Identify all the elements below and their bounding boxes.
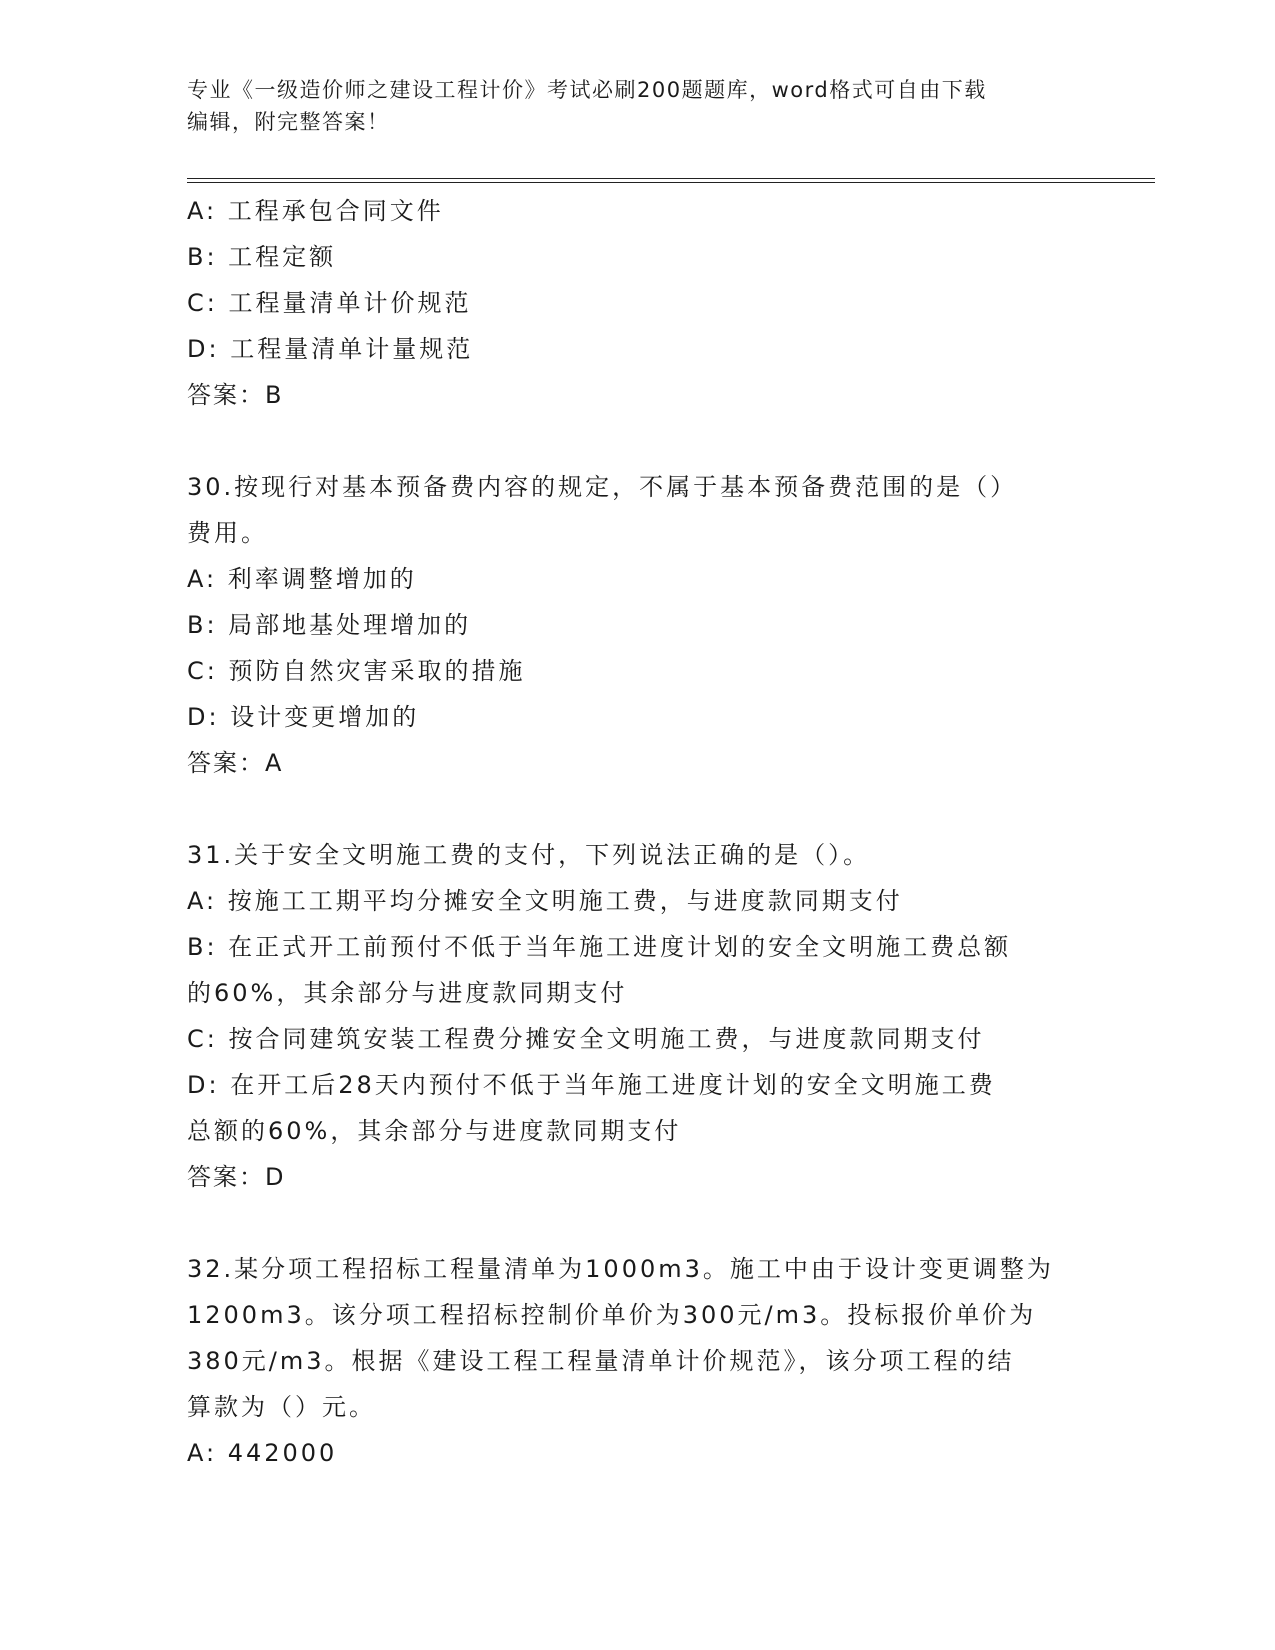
option-b: B: 工程定额 [187,243,337,271]
option-c: C: 预防自然灾害采取的措施 [187,657,526,685]
document-header [187,74,1087,138]
option-b-continued: 的60%，其余部分与进度款同期支付 [187,979,628,1007]
spacer [187,786,1097,832]
option-d: D: 设计变更增加的 [187,703,420,731]
question-32 [187,1246,1097,1476]
question-stem: 31.关于安全文明施工费的支付，下列说法正确的是（）。 [187,841,871,869]
header-divider-top [187,178,1155,179]
question-stem: 30.按现行对基本预备费内容的规定，不属于基本预备费范围的是（） [187,473,1018,501]
option-a: A: 工程承包合同文件 [187,197,444,225]
option-d: D: 在开工后28天内预付不低于当年施工进度计划的安全文明施工费 [187,1071,996,1099]
option-c: C: 按合同建筑安装工程费分摊安全文明施工费，与进度款同期支付 [187,1025,985,1053]
option-a: A: 442000 [187,1439,338,1467]
header-line-2: 编辑，附完整答案！ [187,110,390,134]
question-stem: 费用。 [187,519,268,547]
question-30 [187,464,1097,786]
option-d-continued: 总额的60%，其余部分与进度款同期支付 [187,1117,682,1145]
spacer [187,1200,1097,1246]
question-stem: 1200m3。该分项工程招标控制价单价为300元/m3。投标报价单价为 [187,1301,1037,1329]
question-stem: 32.某分项工程招标工程量清单为1000m3。施工中由于设计变更调整为 [187,1255,1054,1283]
option-a: A: 按施工工期平均分摊安全文明施工费，与进度款同期支付 [187,887,903,915]
option-a: A: 利率调整增加的 [187,565,417,593]
question-stem: 算款为（）元。 [187,1393,376,1421]
question-31 [187,832,1097,1200]
header-divider-bottom [187,182,1155,183]
answer: 答案：A [187,749,284,777]
option-c: C: 工程量清单计价规范 [187,289,472,317]
document-body [187,188,1097,1476]
answer: 答案：D [187,1163,286,1191]
spacer [187,418,1097,464]
option-d: D: 工程量清单计量规范 [187,335,474,363]
answer: 答案：B [187,381,284,409]
option-b: B: 在正式开工前预付不低于当年施工进度计划的安全文明施工费总额 [187,933,1012,961]
option-b: B: 局部地基处理增加的 [187,611,472,639]
question-stem: 380元/m3。根据《建设工程工程量清单计价规范》，该分项工程的结 [187,1347,1015,1375]
header-line-1: 专业《一级造价师之建设工程计价》考试必刷200题题库，word格式可自由下载 [187,78,987,102]
question-29 [187,188,1097,418]
